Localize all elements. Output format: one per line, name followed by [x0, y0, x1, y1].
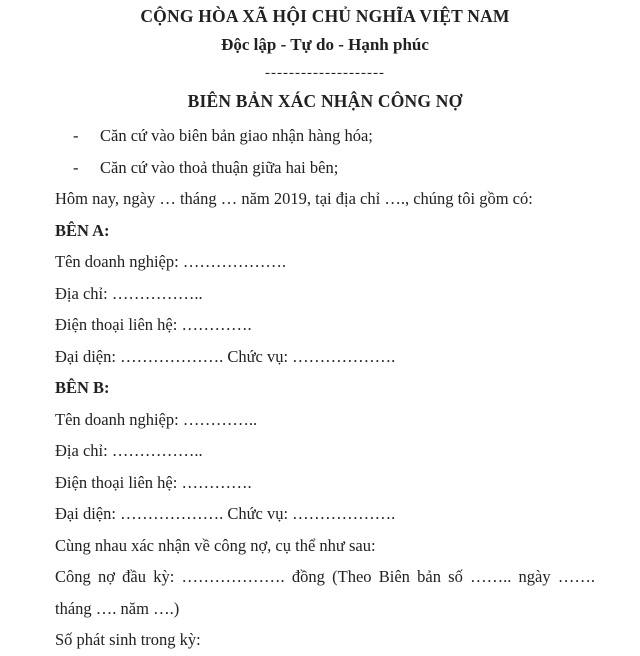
header-separator: -------------------- — [265, 65, 385, 81]
party-a-representative-field: Đại diện: ………………. Chức vụ: ………………. — [55, 346, 396, 366]
party-b-company-field: Tên doanh nghiệp: ………….. — [55, 409, 258, 429]
document-title: BIÊN BẢN XÁC NHẬN CÔNG NỢ — [187, 91, 463, 111]
bullet-dash: - — [73, 157, 79, 177]
national-motto: Độc lập - Tự do - Hạnh phúc — [221, 35, 429, 54]
confirmation-line: Cùng nhau xác nhận về công nợ, cụ thể như sau: — [55, 535, 376, 555]
party-b-address-field: Địa chỉ: …………….. — [55, 441, 203, 460]
arising-in-period-line: Số phát sinh trong kỳ: — [55, 630, 201, 649]
intro-line: Hôm nay, ngày … tháng … năm 2019, tại địa chỉ …., chúng tôi gồm có: — [55, 189, 533, 208]
party-a-company-field: Tên doanh nghiệp: ………………. — [55, 252, 286, 271]
preamble-bullet-2 — [55, 152, 595, 184]
party-a-address-field: Địa chỉ: …………….. — [55, 283, 203, 303]
document-header — [55, 2, 595, 116]
bullet-dash: - — [73, 126, 79, 145]
preamble-bullet-text: Căn cứ vào thoả thuận giữa hai bên; — [100, 157, 339, 177]
national-title: CỘNG HÒA XÃ HỘI CHỦ NGHĨA VIỆT NAM — [140, 6, 510, 26]
party-b-heading: BÊN B: — [55, 378, 110, 397]
party-a-phone-field: Điện thoại liên hệ: …………. — [55, 315, 252, 334]
preamble-bullet-1 — [55, 120, 595, 152]
party-b-phone-field: Điện thoại liên hệ: …………. — [55, 472, 252, 492]
party-b-representative-field: Đại diện: ………………. Chức vụ: ………………. — [55, 504, 396, 523]
opening-debt-continuation: tháng …. năm ….) — [55, 598, 180, 618]
preamble-bullet-text: Căn cứ vào biên bản giao nhận hàng hóa; — [100, 126, 373, 145]
party-a-heading: BÊN A: — [55, 220, 110, 240]
opening-debt-line: Công nợ đầu kỳ: ………………. đồng (Theo Biên bản số …….. ngày ……. — [55, 567, 595, 586]
